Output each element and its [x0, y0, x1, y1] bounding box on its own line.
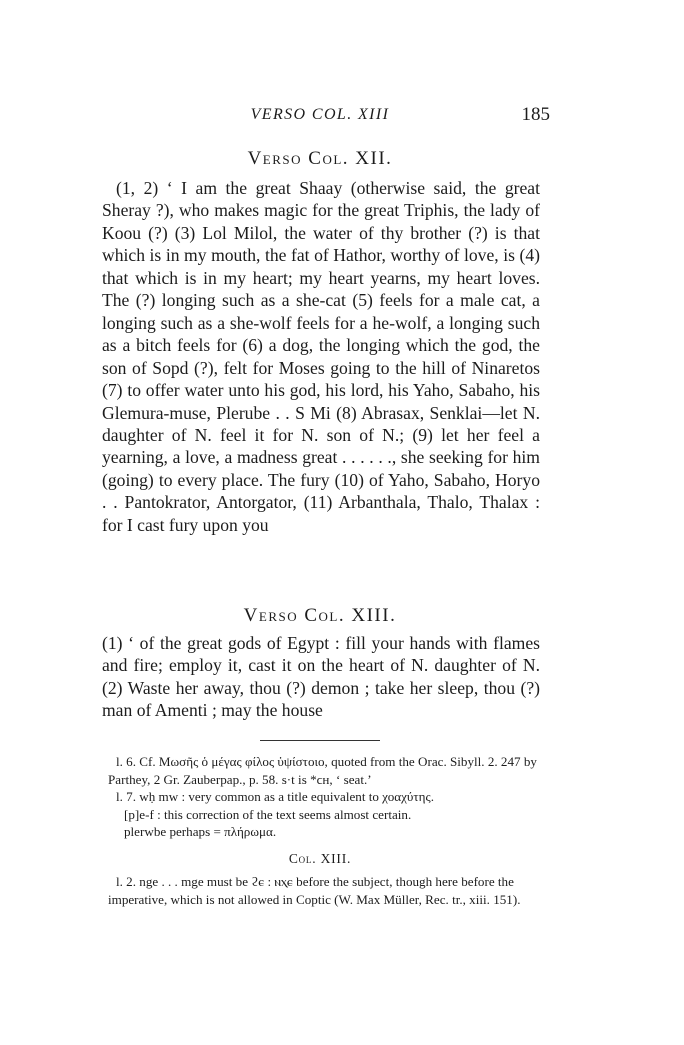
section-heading-col-xii: Verso Col. XII. — [247, 148, 393, 169]
running-head — [100, 104, 550, 128]
footnote: plerwbe perhaps = πλήρωμα. — [124, 824, 277, 839]
footnote: [p]e-f : this correction of the text seems almost certain. — [124, 806, 412, 822]
running-title: VERSO COL. XIII — [250, 106, 390, 123]
footnote-heading: Col. XIII. — [288, 851, 352, 866]
paragraph: (1, 2) ‘ I am the great Shaay (otherwise said, the great Sheray ?), who makes magic for the great Triphis, the lady of Koou (?) (3) Lol Milol, the water of thy brother (?) is that which is in my mouth, the fat of Hathor, worthy of love, is (4) that which is in my heart; my heart yearns, my heart loves. The (?) longing such as a she-cat (5) feels for a male cat, a longing such as a she-wolf feels for a he-wolf, a longing such as a bitch feels for (6) a dog, the longing which the god, the son of Sopd (?), felt for Moses going to the hill of Ninaretos (7) to offer water unto his god, his lord, his Yaho, Sabaho, his Glemura-muse, Plerube . . S Mi (8) Abrasax, Senklai—let N. daughter of N. feel it for N. son of N.; (9) let her feel a yearning, a love, a madness great . . . . . ., she seeking for him (going) to every place. The fury (10) of Yaho, Sabaho, Horyo . . Pantokrator, Antorgator, (11) Arbanthala, Thalo, Thalax : for I cast fury upon you — [102, 178, 540, 535]
footnote-divider — [260, 740, 380, 741]
page-number: 185 — [521, 104, 550, 125]
footnotes-col-xiii — [108, 873, 540, 908]
footnote: l. 7. wḥ mw : very common as a title equivalent to χοαχύτης. — [116, 789, 434, 804]
paragraph: (1) ‘ of the great gods of Egypt : fill your hands with flames and fire; employ it, cast it on the heart of N. daughter of N. (2) Waste her away, thou (?) demon ; take her sleep, thou (?) man of Amenti ; may the house — [102, 633, 540, 721]
footnotes-col-xii — [108, 753, 540, 841]
section-heading-col-xiii: Verso Col. XIII. — [243, 605, 397, 626]
section-body-col-xiii — [102, 632, 540, 722]
footnote: l. 2. nge . . . mge must be ϩⲉ : ⲛⲭⲉ before the subject, though here before the imperative, which is not allowed in Coptic (W. Max Müller, Rec. tr., xiii. 151). — [108, 874, 521, 907]
footnote: l. 6. Cf. Μωσῆς ὁ μέγας φίλος ὑψίστοιο, quoted from the Orac. Sibyll. 2. 247 by Parthey, 2 Gr. Zauberpap., p. 58. s·t is *ϲн, ‘ seat.’ — [108, 754, 537, 787]
section-body-col-xii — [102, 177, 540, 536]
